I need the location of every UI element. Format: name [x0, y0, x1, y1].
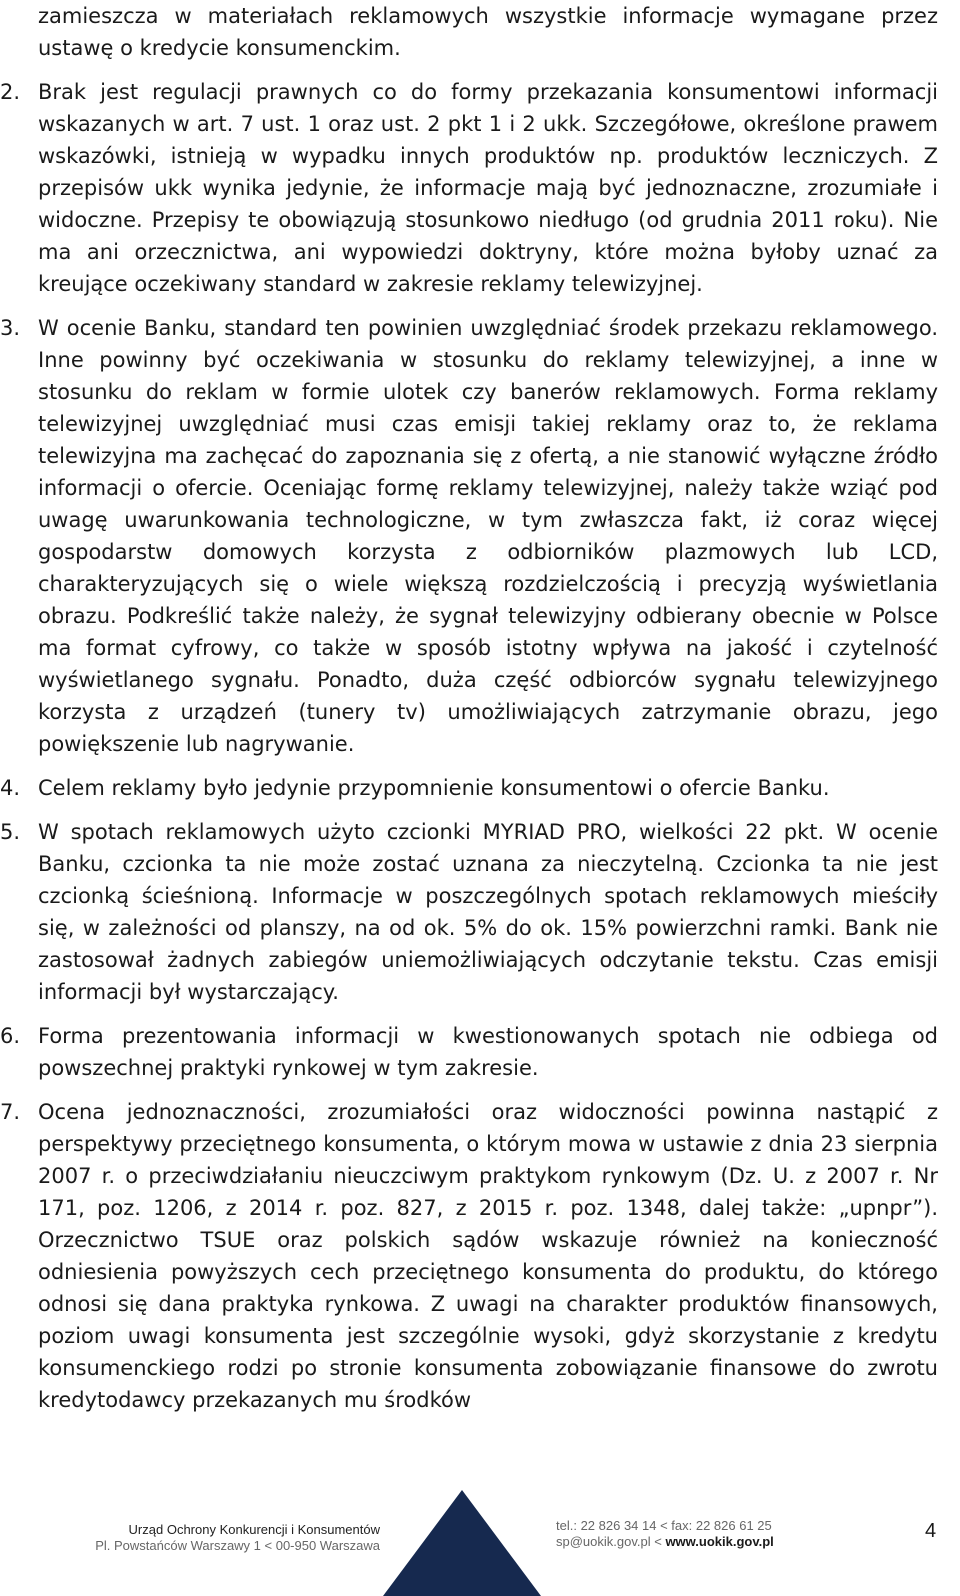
list-item — [0, 1096, 938, 1416]
item-text: W spotach reklamowych użyto czcionki MYRIAD PRO, wielkości 22 pkt. W ocenie Banku, czcionka ta nie może zostać uznana za nieczytelną. Czcionka ta nie jest czcionką ścieśnioną. Informacje w poszczególnych spotach reklamowych mieściły się, w zależności od planszy, na od ok. 5% do ok. 15% powierzchni ramki. Bank nie zastosował żadnych zabiegów uniemożliwiających odczytanie tekstu. Czas emisji informacji był wystarczający. — [38, 820, 938, 1004]
org-address: Pl. Powstańców Warszawy 1 < 00-950 Warszawa — [95, 1538, 380, 1553]
email-website-line — [556, 1534, 816, 1550]
item-number: 2. — [0, 80, 21, 104]
item-number: 6. — [0, 1024, 21, 1048]
footer-contact-block — [556, 1518, 816, 1550]
list-item — [0, 772, 938, 804]
list-item — [0, 312, 938, 760]
list-item — [0, 1020, 938, 1084]
list-item — [0, 816, 938, 1008]
item-text: Ocena jednoznaczności, zrozumiałości oraz widoczności powinna nastąpić z perspektywy przeciętnego konsumenta, o którym mowa w ustawie z dnia 23 sierpnia 2007 r. o przeciwdziałaniu nieuczciwym praktykom rynkowym (Dz. U. z 2007 r. Nr 171, poz. 1206, z 2014 r. poz. 827, z 2015 r. poz. 1348, dalej także: „upnpr”). Orzecznictwo TSUE oraz polskich sądów wskazuje również na konieczność odniesienia powyższych cech przeciętnego konsumenta do produktu, do którego odnosi się dana praktyka rynkowa. Z uwagi na charakter produktów finansowych, poziom uwagi konsumenta jest szczególnie wysoki, gdyż skorzystanie z kredytu konsumenckiego rodzi po stronie konsumenta zobowiązanie finansowe do zwrotu kredytodawcy przekazanych mu środków — [38, 1100, 938, 1412]
item-number: 4. — [0, 776, 21, 800]
uokik-logo-triangle — [383, 1490, 541, 1596]
website-link[interactable]: www.uokik.gov.pl — [665, 1534, 774, 1549]
email-link[interactable]: sp@uokik.gov.pl < — [556, 1534, 666, 1549]
list-item — [0, 76, 938, 300]
phone-fax: tel.: 22 826 34 14 < fax: 22 826 61 25 — [556, 1518, 772, 1533]
org-name: Urząd Ochrony Konkurencji i Konsumentów — [128, 1522, 380, 1537]
page-footer — [0, 1490, 960, 1596]
item-text: Forma prezentowania informacji w kwestionowanych spotach nie odbiega od powszechnej praktyki rynkowej w tym zakresie. — [38, 1024, 938, 1080]
intro-paragraph: zamieszcza w materiałach reklamowych wszystkie informacje wymagane przez ustawę o kredycie konsumenckim. — [38, 4, 938, 60]
item-text: Brak jest regulacji prawnych co do formy przekazania konsumentowi informacji wskazanych w art. 7 ust. 1 oraz ust. 2 pkt 1 i 2 ukk. Szczegółowe, określone prawem wskazówki, istnieją w wypadku innych produktów np. produktów leczniczych. Z przepisów ukk wynika jedynie, że informacje mają być jednoznaczne, zrozumiałe i widoczne. Przepisy te obowiązują stosunkowo niedługo (od grudnia 2011 roku). Nie ma ani orzecznictwa, ani wypowiedzi doktryny, które można byłoby uznać za kreujące oczekiwany standard w zakresie reklamy telewizyjnej. — [38, 80, 938, 296]
page-number: 4 — [925, 1520, 937, 1542]
item-number: 5. — [0, 820, 21, 844]
footer-org-block — [0, 1522, 380, 1554]
item-text: Celem reklamy było jedynie przypomnienie konsumentowi o ofercie Banku. — [38, 776, 830, 800]
item-number: 3. — [0, 316, 21, 340]
item-number: 7. — [0, 1100, 21, 1124]
item-text: W ocenie Banku, standard ten powinien uwzględniać środek przekazu reklamowego. Inne powinny być oczekiwania w stosunku do reklamy telewizyjnej, a inne w stosunku do reklam w formie ulotek czy banerów reklamowych. Forma reklamy telewizyjnej uwzględniać musi czas emisji takiej reklamy oraz to, że reklama telewizyjna ma zachęcać do zapoznania się z ofertą, a nie stanowić wyłączne źródło informacji o ofercie. Oceniając formę reklamy telewizyjnej, należy także wziąć pod uwagę uwarunkowania technologiczne, w tym zwłaszcza fakt, iż coraz więcej gospodarstw domowych korzysta z odbiorników plazmowych lub LCD, charakteryzujących się o wiele większą rozdzielczością i precyzją wyświetlania obrazu. Podkreślić także należy, że sygnał telewizyjny odbierany obecnie w Polsce ma format cyfrowy, co także w sposób istotny wpływa na jakość i czytelność wyświetlanego sygnału. Ponadto, duża część odbiorców sygnału telewizyjnego korzysta z urządzeń (tunery tv) umożliwiających zatrzymanie obrazu, jego powiększenie lub nagrywanie. — [38, 316, 938, 756]
